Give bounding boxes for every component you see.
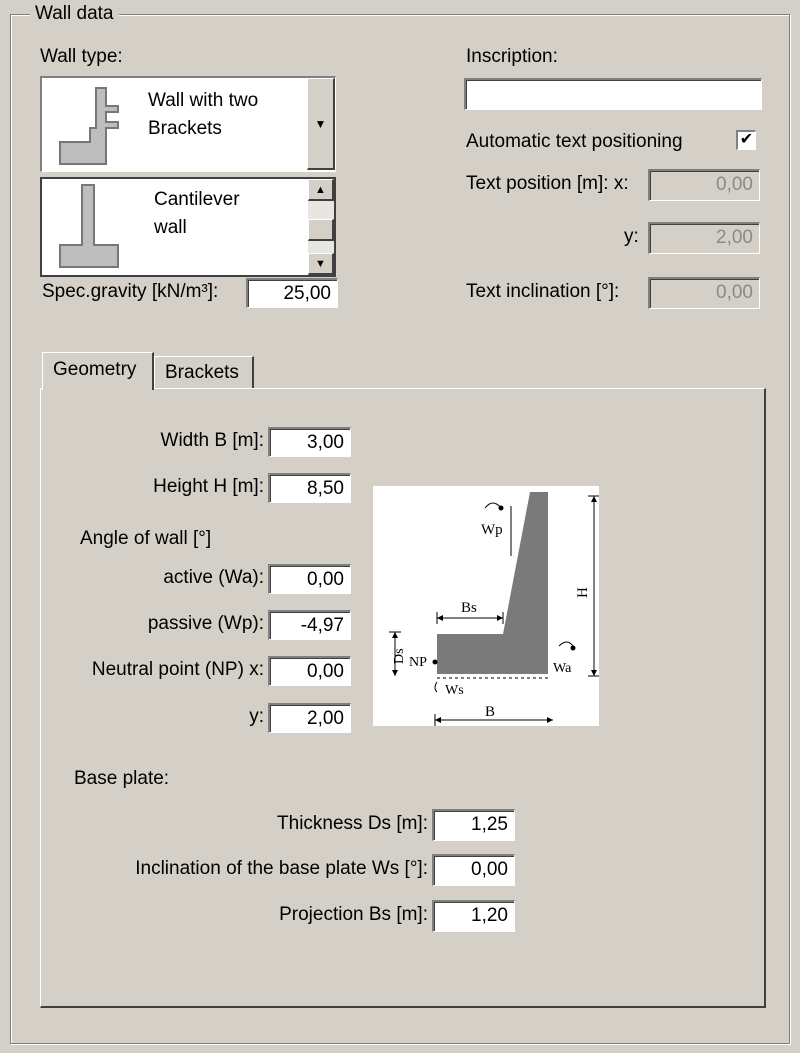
group-title: Wall data (30, 3, 119, 25)
checkmark-icon: ✔ (739, 131, 754, 148)
width-field[interactable]: 3,00 (268, 427, 351, 457)
scroll-down-button[interactable] (308, 253, 334, 275)
list-scrollbar[interactable] (308, 179, 334, 275)
wall-diagram-svg (373, 486, 599, 726)
tab-brackets[interactable]: Brackets (154, 356, 254, 388)
arrow-down-icon: ▼ (315, 257, 326, 270)
np-x-label: Neutral point (NP) x: (91, 659, 264, 680)
diagram-label-h: H (575, 587, 591, 598)
width-label: Width B [m]: (160, 430, 264, 451)
inscription-label: Inscription: (466, 46, 558, 67)
np-y-label: y: (249, 706, 264, 727)
height-label: Height H [m]: (153, 476, 264, 497)
passive-label: passive (Wp): (147, 613, 264, 634)
wall-type-selected-line1: Wall with two (148, 90, 259, 111)
np-x-field[interactable]: 0,00 (268, 656, 351, 686)
angle-title: Angle of wall [°] (80, 528, 212, 549)
text-pos-y-field[interactable]: 2,00 (648, 222, 760, 254)
inscription-field[interactable] (464, 78, 762, 110)
list-item-line1: Cantilever (154, 189, 240, 210)
thickness-field[interactable]: 1,25 (432, 809, 515, 841)
spec-gravity-label: Spec.gravity [kN/m³]: (42, 281, 219, 302)
list-item-line2: wall (154, 217, 187, 238)
active-label: active (Wa): (163, 567, 264, 588)
base-incl-label: Inclination of the base plate Ws [°]: (135, 858, 428, 879)
diagram-label-bs: Bs (461, 600, 477, 616)
diagram-label-b: B (485, 704, 496, 720)
wall-type-label: Wall type: (40, 46, 123, 67)
wall-type-list[interactable] (40, 177, 336, 277)
wall-two-brackets-icon (56, 86, 122, 168)
active-field[interactable]: 0,00 (268, 564, 351, 594)
projection-field[interactable]: 1,20 (432, 900, 515, 932)
scroll-thumb[interactable] (308, 219, 334, 241)
passive-field[interactable]: -4,97 (268, 610, 351, 640)
text-pos-x-label: Text position [m]: x: (466, 173, 629, 194)
arrow-up-icon: ▲ (315, 183, 326, 196)
chevron-down-icon: ▼ (314, 116, 327, 131)
text-pos-x-field[interactable]: 0,00 (648, 169, 760, 201)
scroll-up-button[interactable] (308, 179, 334, 201)
diagram-label-np: NP (409, 655, 427, 670)
text-incl-field[interactable]: 0,00 (648, 277, 760, 309)
diagram-label-ws: Ws (445, 683, 464, 698)
projection-label: Projection Bs [m]: (279, 904, 428, 925)
base-incl-field[interactable]: 0,00 (432, 854, 515, 886)
tab-geometry[interactable]: Geometry (42, 352, 154, 390)
auto-text-label: Automatic text positioning (466, 131, 683, 152)
wall-type-combo[interactable] (40, 76, 336, 172)
wall-type-selected-line2: Brackets (148, 118, 222, 139)
text-pos-y-label: y: (624, 226, 639, 247)
np-y-field[interactable]: 2,00 (268, 703, 351, 733)
combo-dropdown-button[interactable] (307, 78, 335, 170)
diagram-label-wp: Wp (481, 522, 503, 538)
spec-gravity-field[interactable]: 25,00 (246, 278, 338, 308)
height-field[interactable]: 8,50 (268, 473, 351, 503)
auto-text-checkbox[interactable] (736, 130, 756, 150)
thickness-label: Thickness Ds [m]: (277, 813, 428, 834)
text-incl-label: Text inclination [°]: (466, 281, 620, 302)
cantilever-wall-icon (56, 183, 122, 271)
diagram-label-wa: Wa (553, 661, 572, 676)
wall-geometry-diagram (373, 486, 599, 726)
base-plate-title: Base plate: (74, 768, 170, 789)
diagram-label-ds: Ds (392, 648, 407, 664)
